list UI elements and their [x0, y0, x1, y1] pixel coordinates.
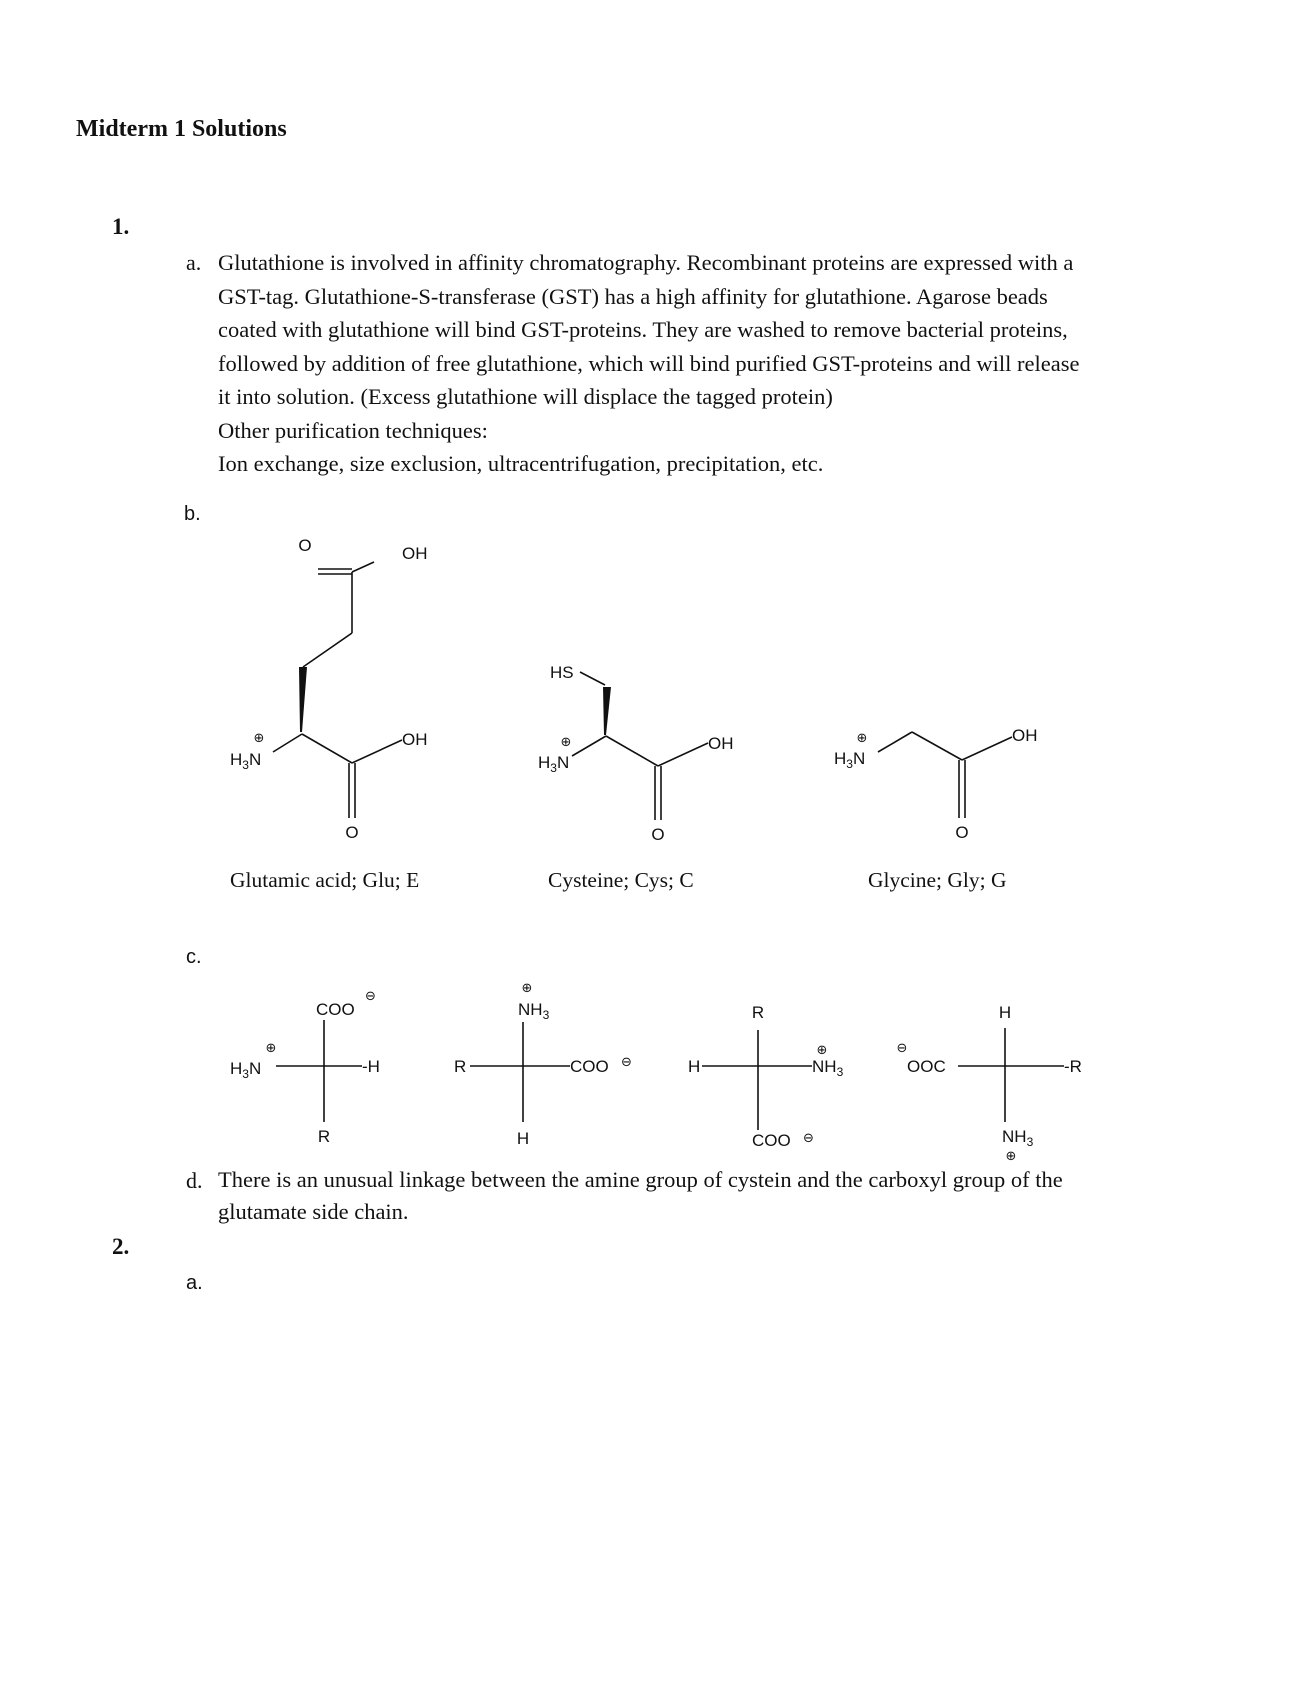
hydrogen-label: -H [362, 1057, 380, 1076]
ammonium-label: $NH_3$ [518, 1000, 550, 1022]
carboxylate-label: COO [570, 1057, 609, 1076]
positive-charge-icon: ⊕ [1005, 1148, 1017, 1163]
negative-charge-icon: ⊖ [803, 1130, 814, 1145]
question-1d-answer [218, 1164, 1063, 1228]
structure-caption: Cysteine; Cys; C [548, 868, 694, 892]
negative-charge-icon: ⊖ [896, 1040, 908, 1055]
oxygen-label: O [345, 823, 359, 842]
structure-caption: Glycine; Gly; G [868, 868, 1007, 892]
structure-caption: Glutamic acid; Glu; E [230, 868, 420, 892]
positive-charge-icon: ⊕ [856, 730, 868, 745]
ammonium-label: $H_3N$ [834, 749, 866, 771]
question-2a-label: a. [186, 1272, 203, 1294]
question-1d-label: d. [186, 1168, 203, 1193]
answer-line: GST-tag. Glutathione-S-transferase (GST) has a high affinity for glutathione. Agarose beads [218, 283, 1048, 309]
answer-line: Glutathione is involved in affinity chromatography. Recombinant proteins are expressed with a [218, 250, 1074, 275]
fischer-projection-4 [897, 1003, 1082, 1163]
question-1a-label: a. [186, 250, 202, 275]
oxygen-label: O [651, 825, 665, 844]
r-group-label: R [454, 1057, 467, 1076]
hydrogen-label: H [688, 1057, 701, 1076]
fischer-projection-2 [454, 980, 632, 1148]
negative-charge-icon: ⊖ [365, 988, 376, 1003]
answer-line: followed by addition of free glutathione, which will bind purified GST-proteins and will release [218, 350, 1080, 376]
carboxylate-label: OOC [907, 1057, 946, 1076]
answer-line: There is an unusual linkage between the amine group of cystein and the carboxyl group of the [218, 1167, 1063, 1192]
hydroxyl-label: OH [402, 544, 428, 563]
page-title: Midterm 1 Solutions [76, 116, 287, 142]
question-1-number: 1. [112, 214, 130, 239]
ammonium-label: $H_3N$ [230, 1059, 262, 1081]
carboxylate-label: COO [752, 1131, 791, 1150]
hydrogen-label: H [998, 1003, 1012, 1022]
question-1c-label: c. [186, 946, 202, 968]
answer-line: it into solution. (Excess glutathione will displace the tagged protein) [218, 384, 833, 409]
oxygen-label: O [955, 823, 969, 842]
negative-charge-icon: ⊖ [621, 1054, 632, 1069]
ammonium-label: $H_3N$ [538, 753, 570, 775]
hydroxyl-label: OH [402, 730, 428, 749]
oxygen-label: O [298, 536, 312, 555]
hydrogen-label: H [516, 1129, 530, 1148]
thiol-label: HS [550, 663, 574, 682]
hydroxyl-label: OH [708, 734, 734, 753]
carboxylate-label: COO [316, 1000, 355, 1019]
positive-charge-icon: ⊕ [816, 1042, 828, 1057]
ammonium-label: $NH_3$ [1002, 1127, 1034, 1149]
question-2-number: 2. [112, 1234, 130, 1259]
answer-line: Other purification techniques: [218, 417, 488, 443]
positive-charge-icon: ⊕ [265, 1040, 277, 1055]
positive-charge-icon: ⊕ [253, 730, 265, 745]
fischer-projection-3 [688, 1003, 844, 1150]
r-group-label: -R [1064, 1057, 1082, 1076]
r-group-label: R [751, 1003, 765, 1022]
positive-charge-icon: ⊕ [521, 980, 533, 995]
ammonium-label: $NH_3$ [812, 1057, 844, 1079]
fischer-projection-1 [230, 988, 380, 1146]
question-1b-label: b. [184, 503, 201, 525]
positive-charge-icon: ⊕ [560, 734, 572, 749]
hydroxyl-label: OH [1012, 726, 1038, 745]
answer-line: Ion exchange, size exclusion, ultracentrifugation, precipitation, etc. [218, 451, 824, 476]
answer-line: glutamate side chain. [218, 1199, 409, 1224]
ammonium-label: $H_3N$ [230, 750, 262, 772]
r-group-label: R [317, 1127, 331, 1146]
answer-line: coated with glutathione will bind GST-proteins. They are washed to remove bacterial proteins, [218, 317, 1068, 342]
